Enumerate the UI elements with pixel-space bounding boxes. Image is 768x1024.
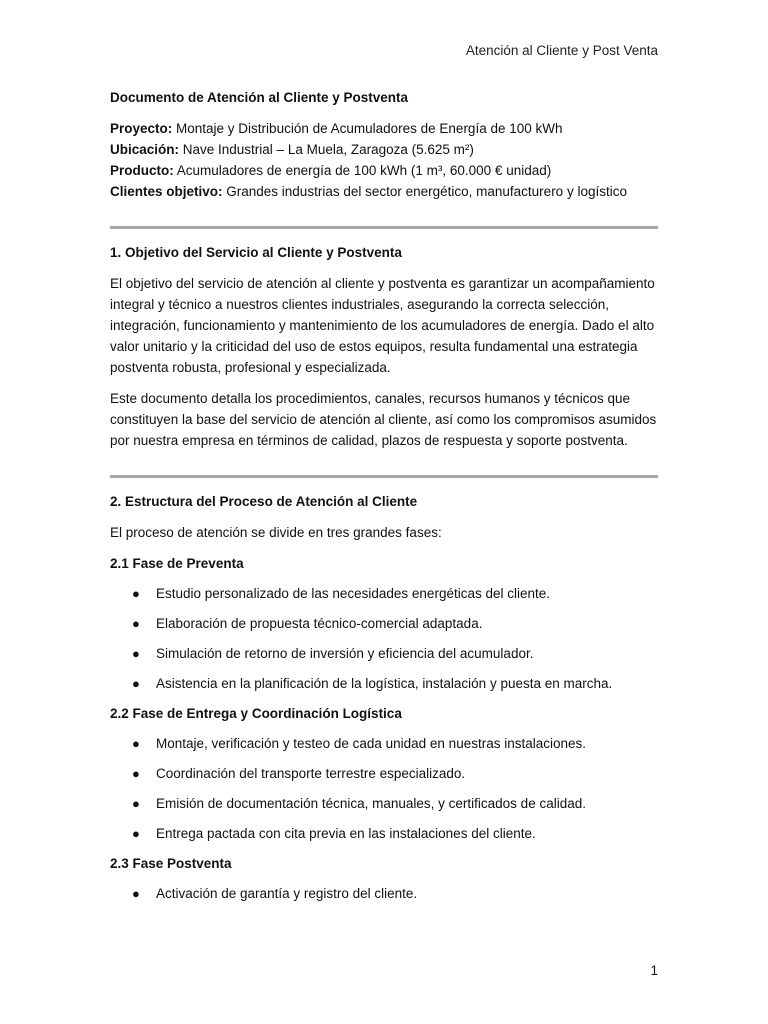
list-item bbox=[110, 793, 658, 814]
phase-2-list bbox=[110, 733, 658, 844]
phase-3-title: 2.3 Fase Postventa bbox=[110, 856, 232, 871]
document-body bbox=[110, 87, 658, 913]
list-item-text: Emisión de documentación técnica, manuales, y certificados de calidad. bbox=[156, 796, 586, 811]
bullet-icon: ● bbox=[132, 676, 140, 691]
section-1-title: 1. Objetivo del Servicio al Cliente y Postventa bbox=[110, 245, 402, 260]
list-item bbox=[110, 823, 658, 844]
section-1-paragraph: Este documento detalla los procedimientos, canales, recursos humanos y técnicos que constituyen la base del servicio de atención al cliente, así como los compromisos asumidos por nuestra empresa en términos de calidad, plazos de respuesta y soporte postventa. bbox=[110, 391, 657, 448]
list-item bbox=[110, 733, 658, 754]
meta-line-location bbox=[110, 139, 658, 160]
phase-1-title: 2.1 Fase de Preventa bbox=[110, 556, 244, 571]
bullet-icon: ● bbox=[132, 826, 140, 841]
meta-value: Acumuladores de energía de 100 kWh (1 m³, 60.000 € unidad) bbox=[173, 163, 552, 178]
list-item bbox=[110, 643, 658, 664]
section-1-paragraph: El objetivo del servicio de atención al cliente y postventa es garantizar un acompañamiento integral y técnico a nuestros clientes industriales, asegurando la correcta selección, integración, funcionamiento y mantenimiento de los acumuladores de energía. Dado el alto valor unitario y la criticidad del uso de estos equipos, resulta fundamental una estrategia postventa robusta, profesional y especializada. bbox=[110, 276, 655, 375]
running-header: Atención al Cliente y Post Venta bbox=[465, 43, 658, 58]
meta-key: Ubicación: bbox=[110, 142, 180, 157]
phase-3-list bbox=[110, 883, 658, 904]
list-item-text: Simulación de retorno de inversión y eficiencia del acumulador. bbox=[156, 646, 534, 661]
list-item bbox=[110, 583, 658, 604]
meta-value: Nave Industrial – La Muela, Zaragoza (5.625 m²) bbox=[179, 142, 474, 157]
phase-1-list bbox=[110, 583, 658, 694]
bullet-icon: ● bbox=[132, 616, 140, 631]
list-item-text: Elaboración de propuesta técnico-comercial adaptada. bbox=[156, 616, 483, 631]
meta-key: Producto: bbox=[110, 163, 174, 178]
bullet-icon: ● bbox=[132, 766, 140, 781]
list-item-text: Coordinación del transporte terrestre especializado. bbox=[156, 766, 466, 781]
bullet-icon: ● bbox=[132, 796, 140, 811]
bullet-icon: ● bbox=[132, 586, 140, 601]
project-meta bbox=[110, 118, 658, 202]
list-item-text: Estudio personalizado de las necesidades energéticas del cliente. bbox=[156, 586, 551, 601]
bullet-icon: ● bbox=[132, 646, 140, 661]
phase-2-title: 2.2 Fase de Entrega y Coordinación Logística bbox=[110, 706, 402, 721]
list-item bbox=[110, 763, 658, 784]
page-number: 1 bbox=[650, 963, 658, 978]
section-2-title: 2. Estructura del Proceso de Atención al Cliente bbox=[110, 494, 418, 509]
meta-line-project bbox=[110, 118, 658, 139]
list-item-text: Activación de garantía y registro del cliente. bbox=[156, 886, 418, 901]
list-item bbox=[110, 883, 658, 904]
meta-key: Clientes objetivo: bbox=[110, 184, 223, 199]
meta-line-product bbox=[110, 160, 658, 181]
bullet-icon: ● bbox=[132, 886, 140, 901]
list-item bbox=[110, 673, 658, 694]
list-item bbox=[110, 613, 658, 634]
document-title: Documento de Atención al Cliente y Postventa bbox=[110, 90, 409, 105]
meta-value: Montaje y Distribución de Acumuladores de Energía de 100 kWh bbox=[172, 121, 563, 136]
list-item-text: Asistencia en la planificación de la logística, instalación y puesta en marcha. bbox=[156, 676, 613, 691]
meta-line-clients bbox=[110, 181, 658, 202]
horizontal-divider bbox=[110, 475, 658, 478]
horizontal-divider bbox=[110, 226, 658, 229]
bullet-icon: ● bbox=[132, 736, 140, 751]
list-item-text: Montaje, verificación y testeo de cada unidad en nuestras instalaciones. bbox=[156, 736, 587, 751]
list-item-text: Entrega pactada con cita previa en las instalaciones del cliente. bbox=[156, 826, 536, 841]
section-2-intro: El proceso de atención se divide en tres grandes fases: bbox=[110, 525, 442, 540]
meta-key: Proyecto: bbox=[110, 121, 173, 136]
meta-value: Grandes industrias del sector energético, manufacturero y logístico bbox=[222, 184, 627, 199]
